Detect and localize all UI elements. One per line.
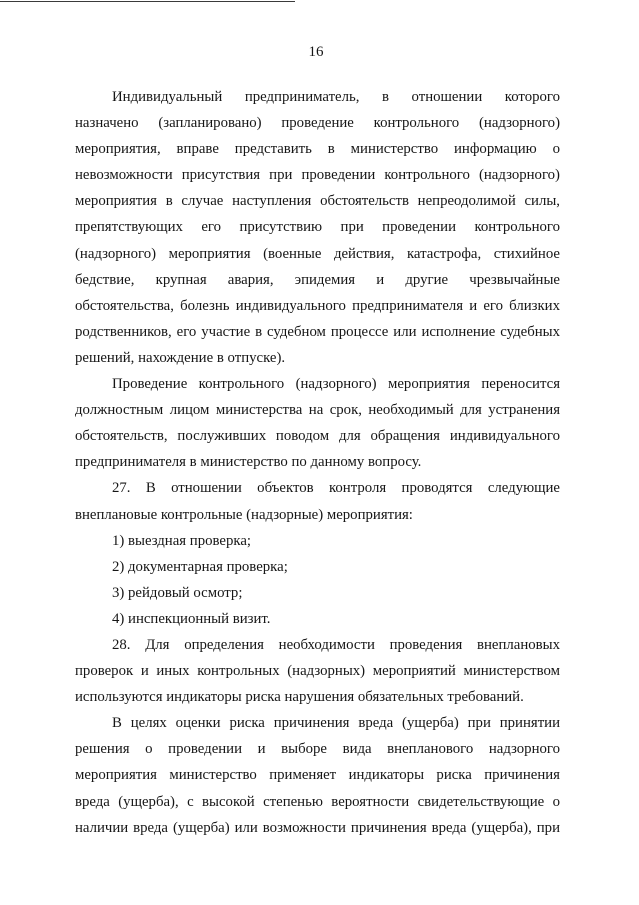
paragraph-line: используются индикаторы риска нарушения обязательных требований. bbox=[75, 689, 524, 706]
paragraph-line: проверок и иных контрольных (надзорных) мероприятий министерством bbox=[75, 663, 560, 680]
page-number: 16 bbox=[308, 44, 324, 60]
paragraph-line: предпринимателя в министерство по данному вопросу. bbox=[75, 454, 422, 471]
paragraph-line: должностным лицом министерства на срок, необходимый для устранения bbox=[75, 402, 560, 419]
paragraph-line: родственников, его участие в судебном процессе или исполнение судебных bbox=[75, 323, 560, 340]
paragraph-absence-notice bbox=[75, 84, 560, 371]
paragraph-line: 27. В отношении объектов контроля проводятся следующие bbox=[112, 480, 560, 497]
list-item: 2) документарная проверка; bbox=[112, 558, 288, 575]
paragraph-line: назначено (запланировано) проведение контрольного (надзорного) bbox=[75, 115, 560, 132]
paragraph-clause-28 bbox=[75, 632, 560, 710]
paragraph-line: решения о проведении и выборе вида внепланового надзорного bbox=[75, 741, 560, 758]
paragraph-line: (надзорного) мероприятия (военные действия, катастрофа, стихийное bbox=[75, 245, 560, 262]
paragraph-line: Индивидуальный предприниматель, в отношении которого bbox=[112, 89, 560, 105]
paragraph-postponement bbox=[75, 371, 560, 475]
paragraph-line: наличии вреда (ущерба) или возможности причинения вреда (ущерба), при bbox=[75, 819, 560, 836]
unscheduled-measures-list bbox=[75, 528, 560, 632]
paragraph-line: мероприятия в случае наступления обстоятельств непреодолимой силы, bbox=[75, 193, 560, 210]
list-item: 4) инспекционный визит. bbox=[112, 610, 271, 627]
paragraph-line: мероприятия, вправе представить в министерство информацию о bbox=[75, 141, 560, 158]
scan-edge-line bbox=[0, 1, 295, 2]
paragraph-line: вреда (ущерба), с высокой степенью вероятности свидетельствующие о bbox=[75, 793, 560, 810]
paragraph-line: мероприятия министерство применяет индикаторы риска причинения bbox=[75, 767, 560, 784]
paragraph-line: бедствие, крупная авария, эпидемия и другие чрезвычайные bbox=[75, 271, 560, 288]
paragraph-line: 28. Для определения необходимости проведения внеплановых bbox=[112, 636, 560, 653]
paragraph-clause-27 bbox=[75, 475, 560, 527]
paragraph-line: внеплановые контрольные (надзорные) мероприятия: bbox=[75, 506, 413, 523]
paragraph-line: В целях оценки риска причинения вреда (ущерба) при принятии bbox=[112, 715, 560, 732]
paragraph-line: препятствующих его присутствию при проведении контрольного bbox=[75, 219, 560, 236]
paragraph-line: обстоятельств, послуживших поводом для обращения индивидуального bbox=[75, 428, 560, 445]
list-item: 3) рейдовый осмотр; bbox=[112, 584, 243, 601]
paragraph-line: невозможности присутствия при проведении контрольного (надзорного) bbox=[75, 167, 560, 184]
paragraph-line: обстоятельства, болезнь индивидуального предпринимателя и его близких bbox=[75, 297, 560, 314]
document-body bbox=[75, 84, 560, 841]
paragraph-risk-assessment bbox=[75, 710, 560, 840]
paragraph-line: решений, нахождение в отпуске). bbox=[75, 349, 286, 366]
paragraph-line: Проведение контрольного (надзорного) мероприятия переносится bbox=[112, 376, 560, 393]
list-item: 1) выездная проверка; bbox=[112, 532, 252, 549]
